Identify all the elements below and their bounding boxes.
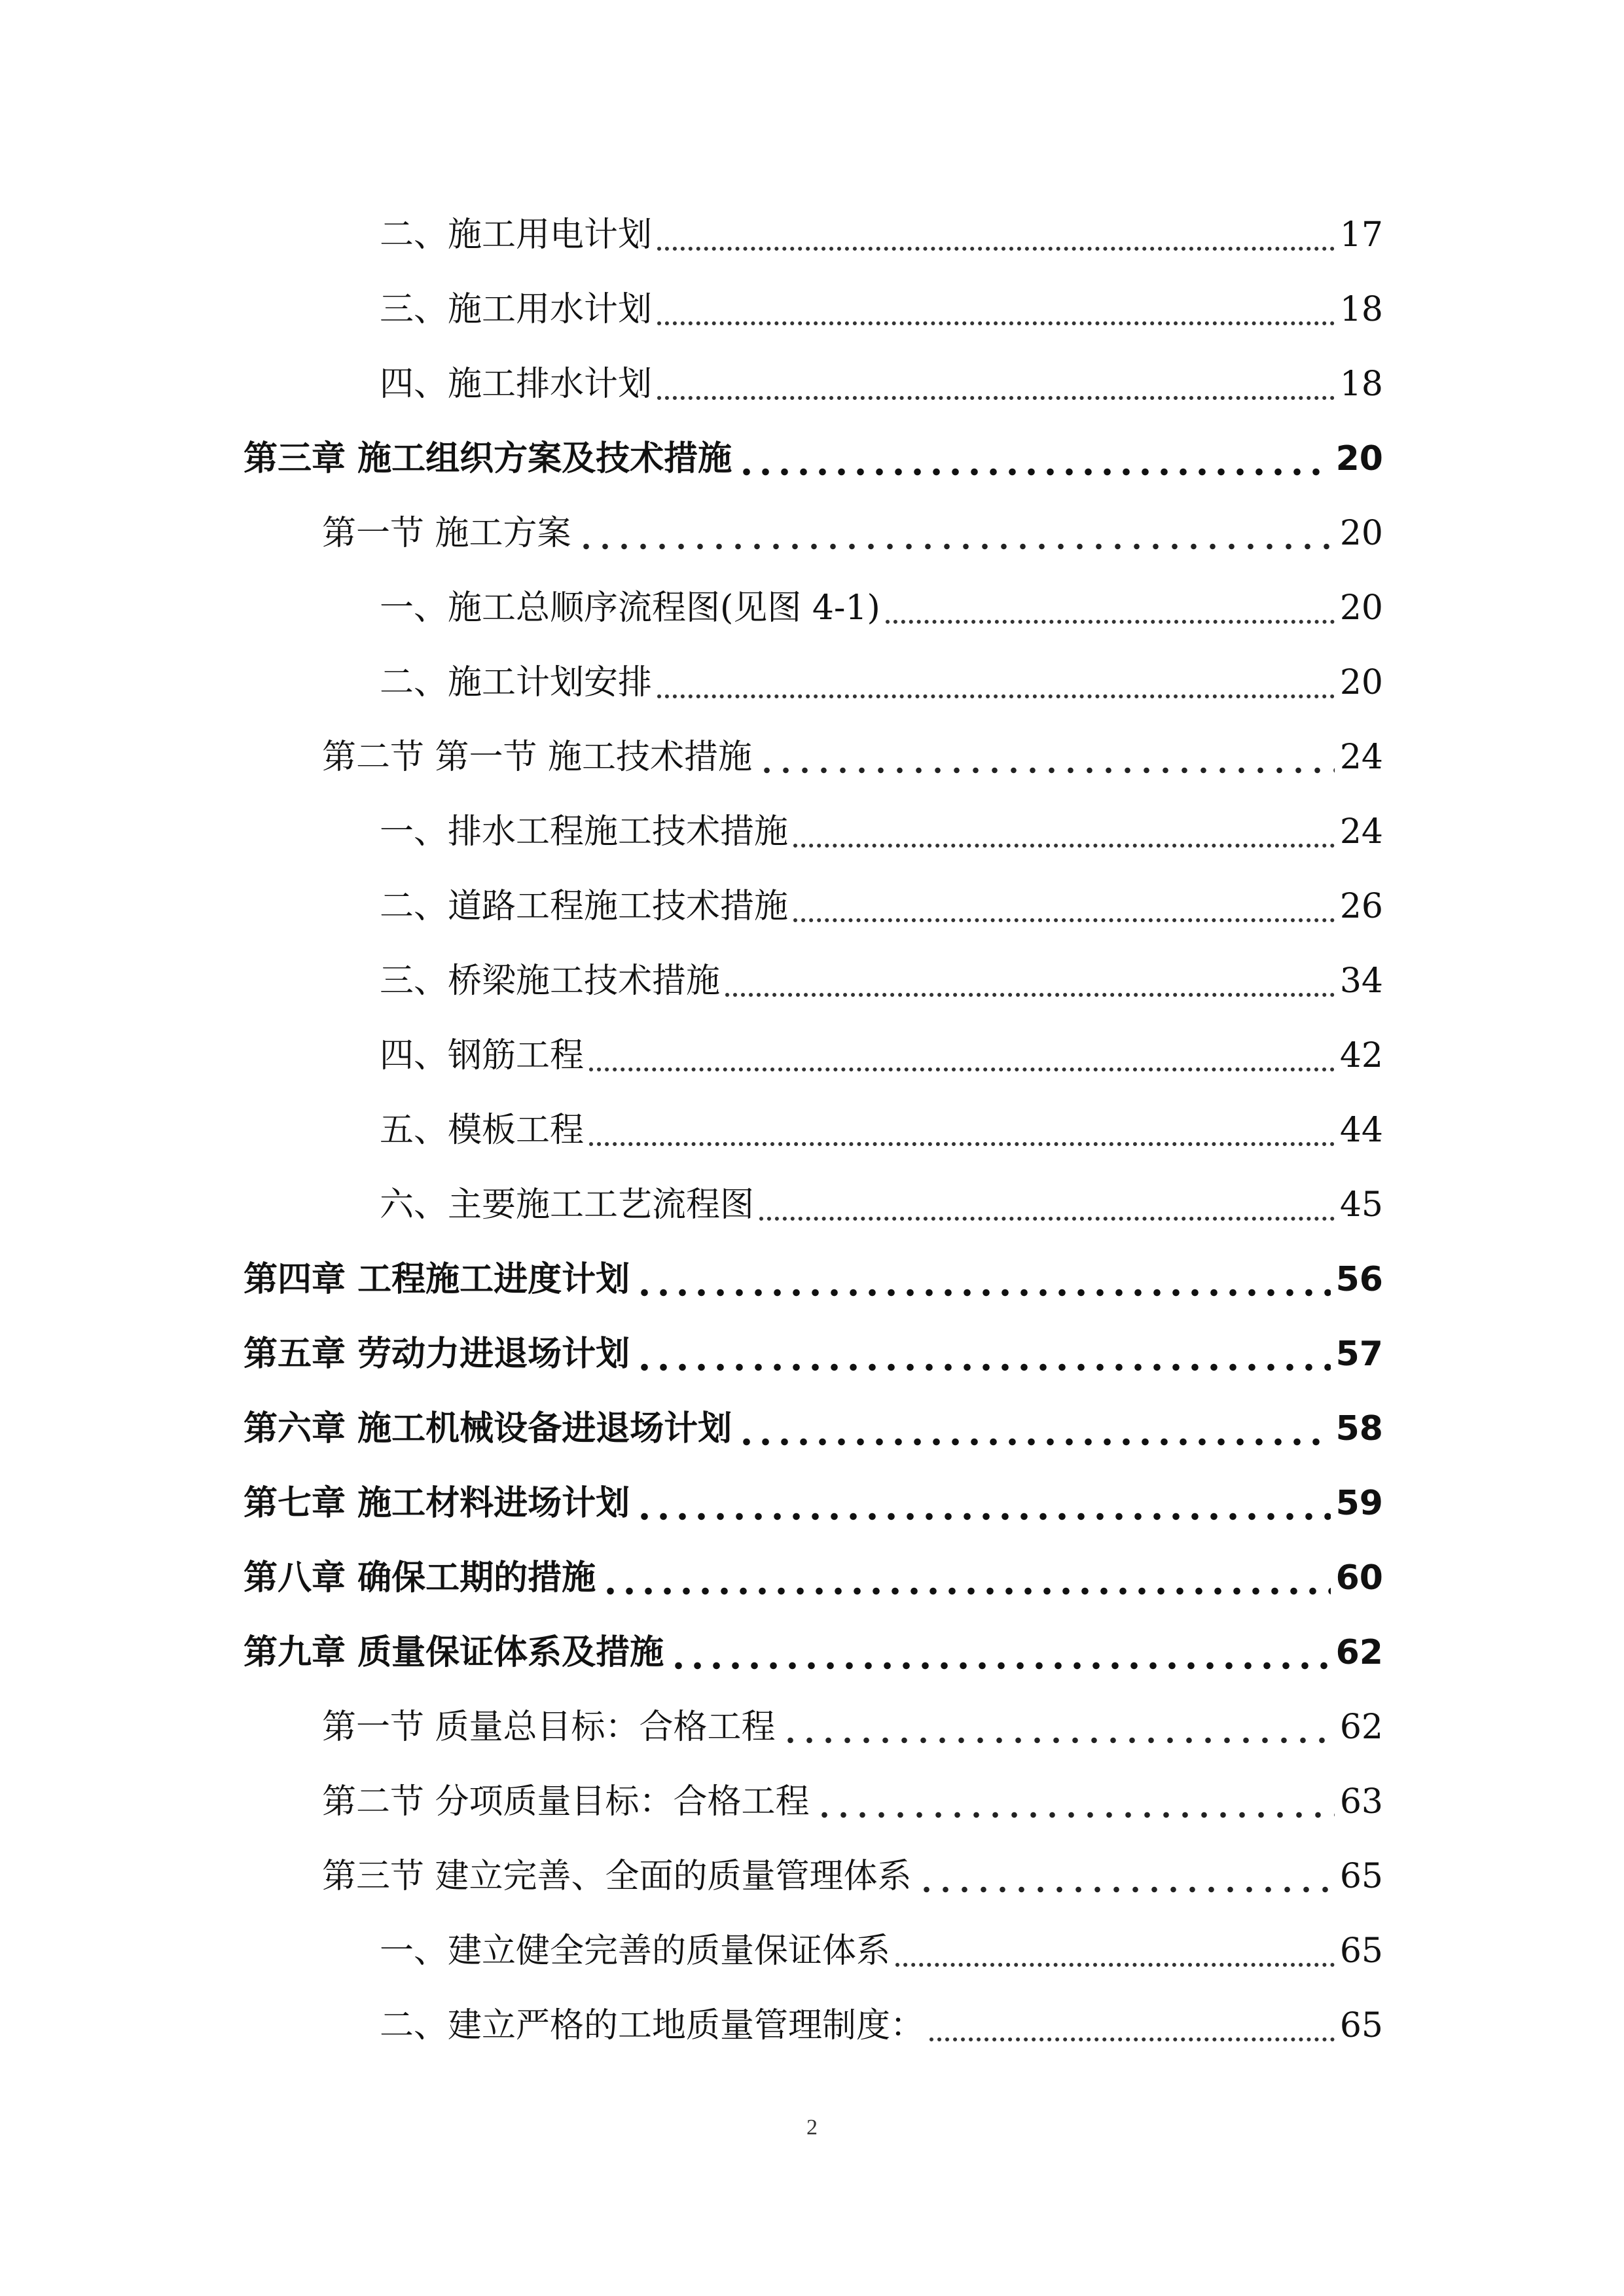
toc-entry-label: 第七章 施工材料进场计划	[244, 1484, 630, 1523]
toc-leader-dots	[737, 468, 1331, 476]
toc-leader-dots	[737, 1438, 1331, 1446]
toc-dot-leader	[781, 1704, 1335, 1751]
toc-leader-dots	[917, 1886, 1335, 1893]
toc-dot-leader	[917, 1853, 1335, 1900]
toc-dot-leader	[759, 1181, 1335, 1229]
toc-page-number: 62	[1339, 1708, 1383, 1747]
toc-entry-label: 三、施工用水计划	[380, 290, 653, 329]
toc-dot-leader	[635, 1331, 1331, 1378]
toc-entry-label: 第二节 分项质量目标：合格工程	[322, 1782, 810, 1821]
toc-entry[interactable]	[322, 1692, 1383, 1751]
toc-entry[interactable]	[380, 797, 1383, 855]
toc-leader-dots	[657, 247, 1335, 251]
toc-dot-leader	[669, 1629, 1331, 1676]
toc-leader-dots	[577, 543, 1335, 550]
toc-leader-dots	[815, 1811, 1335, 1819]
toc-leader-dots	[589, 1142, 1335, 1146]
toc-leader-dots	[589, 1067, 1335, 1071]
toc-leader-dots	[601, 1587, 1331, 1595]
toc-page-number: 24	[1339, 812, 1383, 852]
toc-page-number: 65	[1339, 2006, 1383, 2045]
toc-leader-dots	[635, 1289, 1331, 1297]
toc-dot-leader	[657, 286, 1335, 333]
toc-entry-label: 第六章 施工机械设备进退场计划	[244, 1409, 732, 1448]
toc-dot-leader	[815, 1778, 1335, 1825]
toc-entry-label: 二、施工用电计划	[380, 215, 653, 255]
toc-entry-label: 二、道路工程施工技术措施	[380, 887, 789, 926]
toc-dot-leader	[793, 883, 1335, 930]
toc-entry-label: 第五章 劳动力进退场计划	[244, 1335, 630, 1374]
toc-dot-leader	[657, 211, 1335, 259]
toc-entry[interactable]	[380, 871, 1383, 930]
toc-entry-label: 一、排水工程施工技术措施	[380, 812, 789, 852]
toc-entry[interactable]	[244, 1617, 1383, 1676]
toc-dot-leader	[635, 1256, 1331, 1303]
toc-leader-dots	[657, 321, 1335, 325]
toc-page-number: 63	[1339, 1782, 1383, 1821]
toc-entry-label: 四、施工排水计划	[380, 365, 653, 404]
toc-page-number: 20	[1339, 514, 1383, 553]
toc-dot-leader	[895, 1928, 1335, 1975]
toc-page-number: 44	[1339, 1111, 1383, 1150]
toc-entry[interactable]	[244, 1468, 1383, 1527]
toc-entry[interactable]	[380, 573, 1383, 632]
toc-entry[interactable]	[380, 200, 1383, 259]
toc-entry-label: 第一节 质量总目标：合格工程	[322, 1708, 776, 1747]
toc-page-number: 57	[1335, 1335, 1383, 1374]
toc-entry[interactable]	[380, 1916, 1383, 1975]
toc-entry[interactable]	[244, 1244, 1383, 1303]
toc-entry[interactable]	[380, 1095, 1383, 1154]
toc-page-number: 20	[1339, 663, 1383, 702]
toc-dot-leader	[657, 361, 1335, 408]
toc-leader-dots	[781, 1736, 1335, 1744]
toc-leader-dots	[886, 620, 1335, 624]
toc-dot-leader	[589, 1032, 1335, 1079]
toc-dot-leader	[793, 808, 1335, 855]
toc-entry[interactable]	[380, 946, 1383, 1005]
toc-dot-leader	[725, 958, 1335, 1005]
toc-entry-label: 第九章 质量保证体系及措施	[244, 1633, 664, 1672]
toc-entry-label: 二、建立严格的工地质量管理制度：	[380, 2006, 925, 2045]
toc-page-number: 24	[1339, 738, 1383, 777]
toc-page-number: 20	[1335, 439, 1383, 478]
toc-entry[interactable]	[380, 647, 1383, 706]
toc-entry[interactable]	[244, 1543, 1383, 1602]
toc-entry-label: 六、主要施工工艺流程图	[380, 1185, 755, 1225]
toc-leader-dots	[793, 918, 1335, 922]
toc-leader-dots	[757, 766, 1335, 774]
page-number: 2	[806, 2115, 818, 2140]
toc-leader-dots	[793, 844, 1335, 848]
toc-leader-dots	[657, 396, 1335, 400]
toc-page-number: 65	[1339, 1857, 1383, 1896]
toc-entry-label: 第三章 施工组织方案及技术措施	[244, 439, 732, 478]
toc-entry-label: 五、模板工程	[380, 1111, 585, 1150]
toc-dot-leader	[886, 584, 1335, 632]
toc-entry[interactable]	[380, 1170, 1383, 1229]
toc-entry-label: 三、桥梁施工技术措施	[380, 961, 721, 1001]
toc-page-number: 18	[1339, 365, 1383, 404]
toc-page-number: 18	[1339, 290, 1383, 329]
toc-dot-leader	[737, 435, 1331, 482]
toc-entry-label: 四、钢筋工程	[380, 1036, 585, 1075]
toc-entry[interactable]	[380, 1020, 1383, 1079]
toc-page-number: 65	[1339, 1931, 1383, 1971]
toc-entry[interactable]	[322, 1841, 1383, 1900]
toc-page-number: 42	[1339, 1036, 1383, 1075]
toc-entry-label: 第四章 工程施工进度计划	[244, 1260, 630, 1299]
toc-page-number: 60	[1335, 1558, 1383, 1598]
toc-entry[interactable]	[322, 498, 1383, 557]
toc-leader-dots	[929, 2037, 1335, 2041]
toc-leader-dots	[759, 1217, 1335, 1221]
toc-entry-label: 一、建立健全完善的质量保证体系	[380, 1931, 891, 1971]
toc-page-number: 56	[1335, 1260, 1383, 1299]
toc-entry-label: 第八章 确保工期的措施	[244, 1558, 596, 1598]
toc-entry[interactable]	[244, 423, 1383, 482]
toc-page-number: 59	[1335, 1484, 1383, 1523]
toc-page-number: 58	[1335, 1409, 1383, 1448]
toc-page-number: 62	[1335, 1633, 1383, 1672]
toc-entry-label: 第一节 施工方案	[322, 514, 571, 553]
toc-entry-label: 第三节 建立完善、全面的质量管理体系	[322, 1857, 912, 1896]
toc-leader-dots	[669, 1662, 1331, 1670]
toc-entry[interactable]	[380, 274, 1383, 333]
toc-dot-leader	[929, 2002, 1335, 2049]
toc-dot-leader	[577, 510, 1335, 557]
toc-dot-leader	[589, 1107, 1335, 1154]
toc-entry[interactable]	[380, 1990, 1383, 2049]
toc-page-number: 17	[1339, 215, 1383, 255]
toc-dot-leader	[757, 734, 1335, 781]
toc-entry[interactable]	[244, 1319, 1383, 1378]
toc-entry[interactable]	[322, 1767, 1383, 1825]
toc-leader-dots	[725, 993, 1335, 997]
toc-dot-leader	[601, 1554, 1331, 1602]
toc-entry-label: 二、施工计划安排	[380, 663, 653, 702]
toc-leader-dots	[657, 694, 1335, 698]
toc-dot-leader	[657, 659, 1335, 706]
toc-leader-dots	[635, 1363, 1331, 1371]
toc-entry-label: 一、施工总顺序流程图(见图 4-1)	[380, 588, 880, 628]
toc-dot-leader	[635, 1480, 1331, 1527]
toc-entry[interactable]	[244, 1393, 1383, 1452]
toc-page-number: 26	[1339, 887, 1383, 926]
toc-page-number: 20	[1339, 588, 1383, 628]
toc-leader-dots	[635, 1513, 1331, 1520]
toc-entry-label: 第二节 第一节 施工技术措施	[322, 738, 753, 777]
toc-entry[interactable]	[380, 349, 1383, 408]
toc-leader-dots	[895, 1963, 1335, 1967]
toc-page-number: 45	[1339, 1185, 1383, 1225]
toc-entry[interactable]	[322, 722, 1383, 781]
toc-page-number: 34	[1339, 961, 1383, 1001]
toc-dot-leader	[737, 1405, 1331, 1452]
